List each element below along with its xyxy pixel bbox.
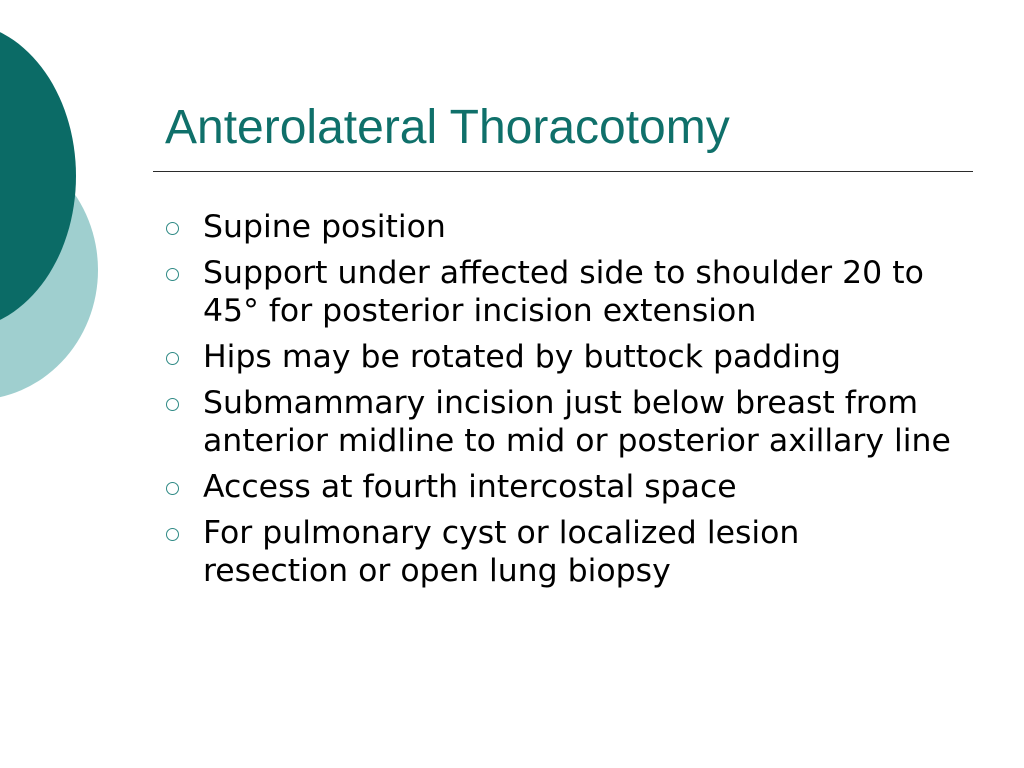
bullet-text: Supine position (203, 209, 446, 245)
bullet-text: Support under affected side to shoulder 20 to 45° for posterior incision extension (203, 255, 924, 329)
bullet-text: Submammary incision just below breast from anterior midline to mid or posterior axillary line (203, 385, 951, 459)
hollow-circle-icon (166, 222, 179, 235)
list-item (162, 208, 952, 246)
list-item (162, 514, 952, 590)
hollow-circle-icon (166, 482, 179, 495)
list-item (162, 468, 952, 506)
hollow-circle-icon (166, 398, 179, 411)
hollow-circle-icon (166, 352, 179, 365)
bullet-text: Hips may be rotated by buttock padding (203, 339, 841, 375)
hollow-circle-icon (166, 528, 179, 541)
slide-title: Anterolateral Thoracotomy (165, 101, 730, 154)
hollow-circle-icon (166, 268, 179, 281)
list-item (162, 254, 952, 330)
list-item (162, 384, 952, 460)
bullet-list (162, 208, 952, 598)
bullet-text: For pulmonary cyst or localized lesion resection or open lung biopsy (203, 515, 800, 589)
title-divider (153, 171, 973, 172)
list-item (162, 338, 952, 376)
bullet-text: Access at fourth intercostal space (203, 469, 737, 505)
